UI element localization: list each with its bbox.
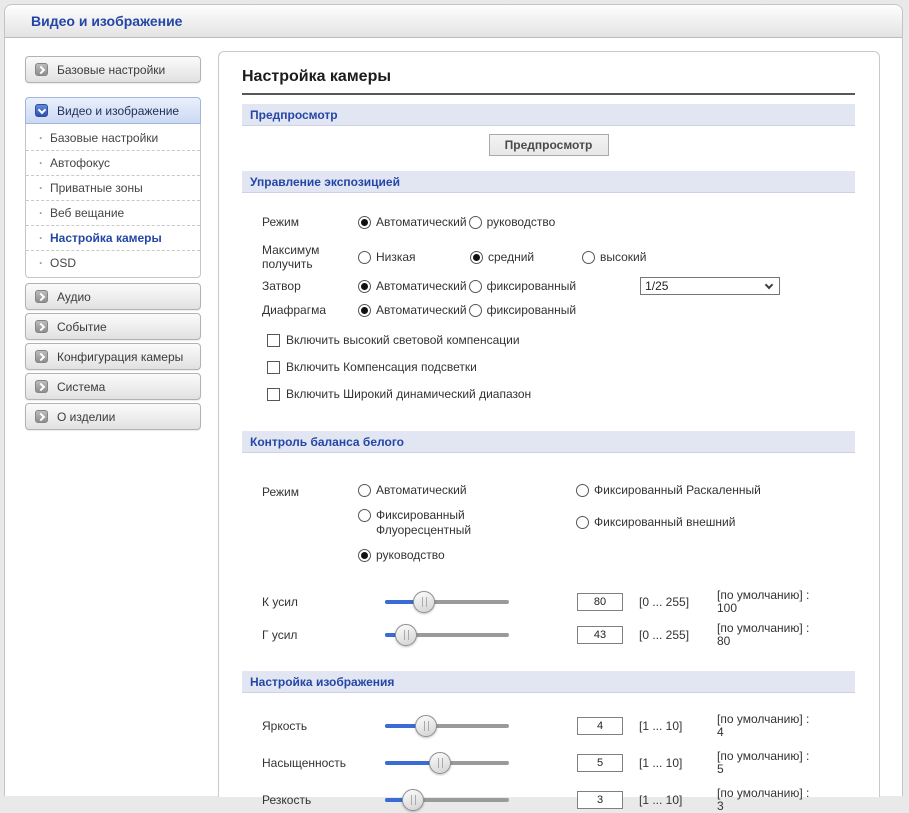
gain-r-label: К усил [262, 595, 298, 609]
chevron-right-icon [35, 63, 48, 76]
wb-mode-row [262, 483, 855, 563]
checkbox-blc[interactable] [267, 360, 855, 374]
default-label: [по умолчанию] : [717, 588, 810, 602]
shutter-speed-select[interactable] [640, 277, 780, 295]
iris-fixed-option[interactable] [469, 303, 577, 317]
gain-r-default [717, 589, 809, 615]
saturation-value-input[interactable] [577, 754, 623, 772]
default-label: [по умолчанию] : [717, 621, 810, 635]
sharpness-slider[interactable] [385, 788, 509, 812]
brightness-slider[interactable] [385, 714, 509, 738]
max-gain-low-option[interactable] [358, 250, 468, 264]
option-label: Фиксированный Раскаленный [594, 483, 761, 497]
wb-manual-option[interactable] [358, 548, 576, 563]
default-label: [по умолчанию] : [717, 712, 810, 726]
radio-icon [469, 216, 482, 229]
sidebar-button-label: Система [57, 379, 106, 394]
checkbox-icon [267, 334, 280, 347]
default-value: 80 [717, 634, 731, 648]
radio-icon [469, 280, 482, 293]
checkbox-label: Включить высокий световой компенсации [286, 333, 520, 347]
sidebar-button-label: О изделии [57, 409, 116, 424]
slider-row-saturation [262, 750, 855, 776]
gain-b-default [717, 622, 809, 648]
preview-button[interactable]: Предпросмотр [489, 134, 609, 156]
sidebar-button-label: Событие [57, 319, 107, 334]
brightness-default [717, 713, 809, 739]
radio-icon [470, 251, 483, 264]
sidebar-button-events[interactable] [25, 313, 201, 340]
wb-fixed-incandescent-option[interactable] [576, 483, 761, 497]
slider-row-sharpness [262, 787, 855, 813]
window-title-bar [5, 5, 902, 38]
slider-row-gain-b [262, 622, 855, 648]
sidebar-item-camera-settings[interactable]: · Настройка камеры [26, 226, 200, 251]
slider-thumb[interactable] [402, 789, 424, 811]
radio-icon [469, 304, 482, 317]
shutter-fixed-option[interactable] [469, 279, 577, 293]
option-label: Низкая [376, 250, 416, 264]
sidebar-button-label: Аудио [57, 289, 91, 304]
section-header-white-balance: Контроль баланса белого [242, 431, 855, 453]
sharpness-default [717, 787, 809, 813]
window-title: Видео и изображение [31, 13, 183, 29]
gain-b-slider[interactable] [385, 623, 509, 647]
radio-icon [358, 484, 371, 497]
sidebar-item-osd[interactable]: · OSD [26, 251, 200, 276]
slider-row-brightness [262, 713, 855, 739]
sidebar-button-camera-config[interactable] [25, 343, 201, 370]
option-label: Автоматический [376, 483, 467, 497]
option-label: средний [488, 250, 535, 264]
default-value: 3 [717, 799, 724, 813]
default-value: 100 [717, 601, 738, 615]
sidebar-item-privacy-zones[interactable]: · Приватные зоны [26, 176, 200, 201]
slider-thumb[interactable] [429, 752, 451, 774]
wb-fixed-outdoor-option[interactable] [576, 515, 761, 529]
max-gain-row [262, 243, 855, 271]
saturation-slider[interactable] [385, 751, 509, 775]
radio-icon [358, 549, 371, 562]
max-gain-label: Максимум получить [262, 243, 320, 271]
radio-icon [576, 516, 589, 529]
sidebar-submenu [25, 124, 201, 278]
sidebar-button-system[interactable] [25, 373, 201, 400]
radio-icon [358, 251, 371, 264]
chevron-right-icon [35, 380, 48, 393]
iris-label: Диафрагма [262, 303, 327, 317]
sharpness-value-input[interactable] [577, 791, 623, 809]
gain-b-value-input[interactable] [577, 626, 623, 644]
option-label: фиксированный [486, 303, 577, 317]
option-label: руководство [486, 215, 556, 229]
slider-row-gain-r [262, 589, 855, 615]
sidebar [25, 56, 201, 430]
brightness-label: Яркость [262, 719, 308, 733]
option-label: Автоматический [376, 303, 467, 317]
default-value: 4 [717, 725, 724, 739]
wb-mode-label: Режим [262, 485, 299, 499]
wb-fixed-fluorescent-option[interactable] [358, 508, 576, 538]
sidebar-button-about[interactable] [25, 403, 201, 430]
default-label: [по умолчанию] : [717, 749, 810, 763]
shutter-label: Затвор [262, 279, 301, 293]
section-header-preview: Предпросмотр [242, 104, 855, 126]
default-label: [по умолчанию] : [717, 786, 810, 800]
exposure-mode-auto-option[interactable] [358, 215, 467, 229]
sidebar-item-basic-settings[interactable]: · Базовые настройки [26, 126, 200, 151]
chevron-right-icon [35, 410, 48, 423]
gain-b-label: Г усил [262, 628, 298, 642]
shutter-auto-option[interactable] [358, 279, 467, 293]
sidebar-group-video-image[interactable] [25, 97, 201, 124]
chevron-down-icon [35, 104, 48, 117]
page-title: Настройка камеры [242, 68, 855, 95]
checkbox-icon [267, 361, 280, 374]
radio-icon [358, 216, 371, 229]
sidebar-item-autofocus[interactable]: · Автофокус [26, 151, 200, 176]
option-label: высокий [600, 250, 647, 264]
sidebar-button-label: Конфигурация камеры [57, 349, 184, 364]
chevron-right-icon [35, 350, 48, 363]
radio-icon [358, 509, 371, 522]
select-value: 1/25 [645, 279, 669, 293]
checkbox-icon [267, 388, 280, 401]
sharpness-label: Резкость [262, 793, 312, 807]
max-gain-high-option[interactable] [582, 250, 646, 264]
wb-auto-option[interactable] [358, 483, 576, 498]
radio-icon [358, 304, 371, 317]
chevron-down-icon [765, 281, 773, 289]
option-label: Автоматический [376, 215, 467, 229]
gain-b-range: [0 ... 255] [639, 628, 690, 642]
slider-thumb[interactable] [395, 624, 417, 646]
checkbox-wdr[interactable] [267, 387, 855, 401]
shutter-row [262, 277, 855, 295]
gain-r-range: [0 ... 255] [639, 595, 690, 609]
section-header-image-settings: Настройка изображения [242, 671, 855, 693]
exposure-mode-label: Режим [262, 215, 299, 229]
sidebar-group-label: Видео и изображение [57, 103, 180, 118]
option-label: Фиксированный Флуоресцентный [376, 508, 472, 537]
radio-icon [582, 251, 595, 264]
exposure-mode-manual-option[interactable] [469, 215, 556, 229]
sidebar-button-audio[interactable] [25, 283, 201, 310]
option-label: Автоматический [376, 279, 467, 293]
sharpness-range: [1 ... 10] [639, 793, 683, 807]
checkbox-label: Включить Компенсация подсветки [286, 360, 477, 374]
gain-r-slider[interactable] [385, 590, 509, 614]
exposure-mode-row [262, 215, 855, 229]
chevron-right-icon [35, 320, 48, 333]
sidebar-button-label: Базовые настройки [57, 62, 166, 77]
option-label: фиксированный [486, 279, 577, 293]
saturation-label: Насыщенность [262, 756, 347, 770]
radio-icon [576, 484, 589, 497]
checkbox-label: Включить Широкий динамический диапазон [286, 387, 532, 401]
max-gain-medium-option[interactable] [470, 250, 580, 264]
sidebar-button-basic-settings[interactable] [25, 56, 201, 83]
saturation-default [717, 750, 809, 776]
main-content [218, 51, 880, 813]
section-header-exposure: Управление экспозицией [242, 171, 855, 193]
option-label: Фиксированный внешний [594, 515, 736, 529]
app-window [4, 4, 903, 813]
gain-r-value-input[interactable] [577, 593, 623, 611]
saturation-range: [1 ... 10] [639, 756, 683, 770]
iris-auto-option[interactable] [358, 303, 467, 317]
option-label: руководство [376, 548, 445, 562]
checkbox-hlc[interactable] [267, 333, 855, 347]
slider-thumb[interactable] [415, 715, 437, 737]
slider-thumb[interactable] [413, 591, 435, 613]
sidebar-item-web-broadcast[interactable]: · Веб вещание [26, 201, 200, 226]
iris-row [262, 303, 855, 317]
radio-icon [358, 280, 371, 293]
brightness-value-input[interactable] [577, 717, 623, 735]
chevron-right-icon [35, 290, 48, 303]
default-value: 5 [717, 762, 724, 776]
brightness-range: [1 ... 10] [639, 719, 683, 733]
